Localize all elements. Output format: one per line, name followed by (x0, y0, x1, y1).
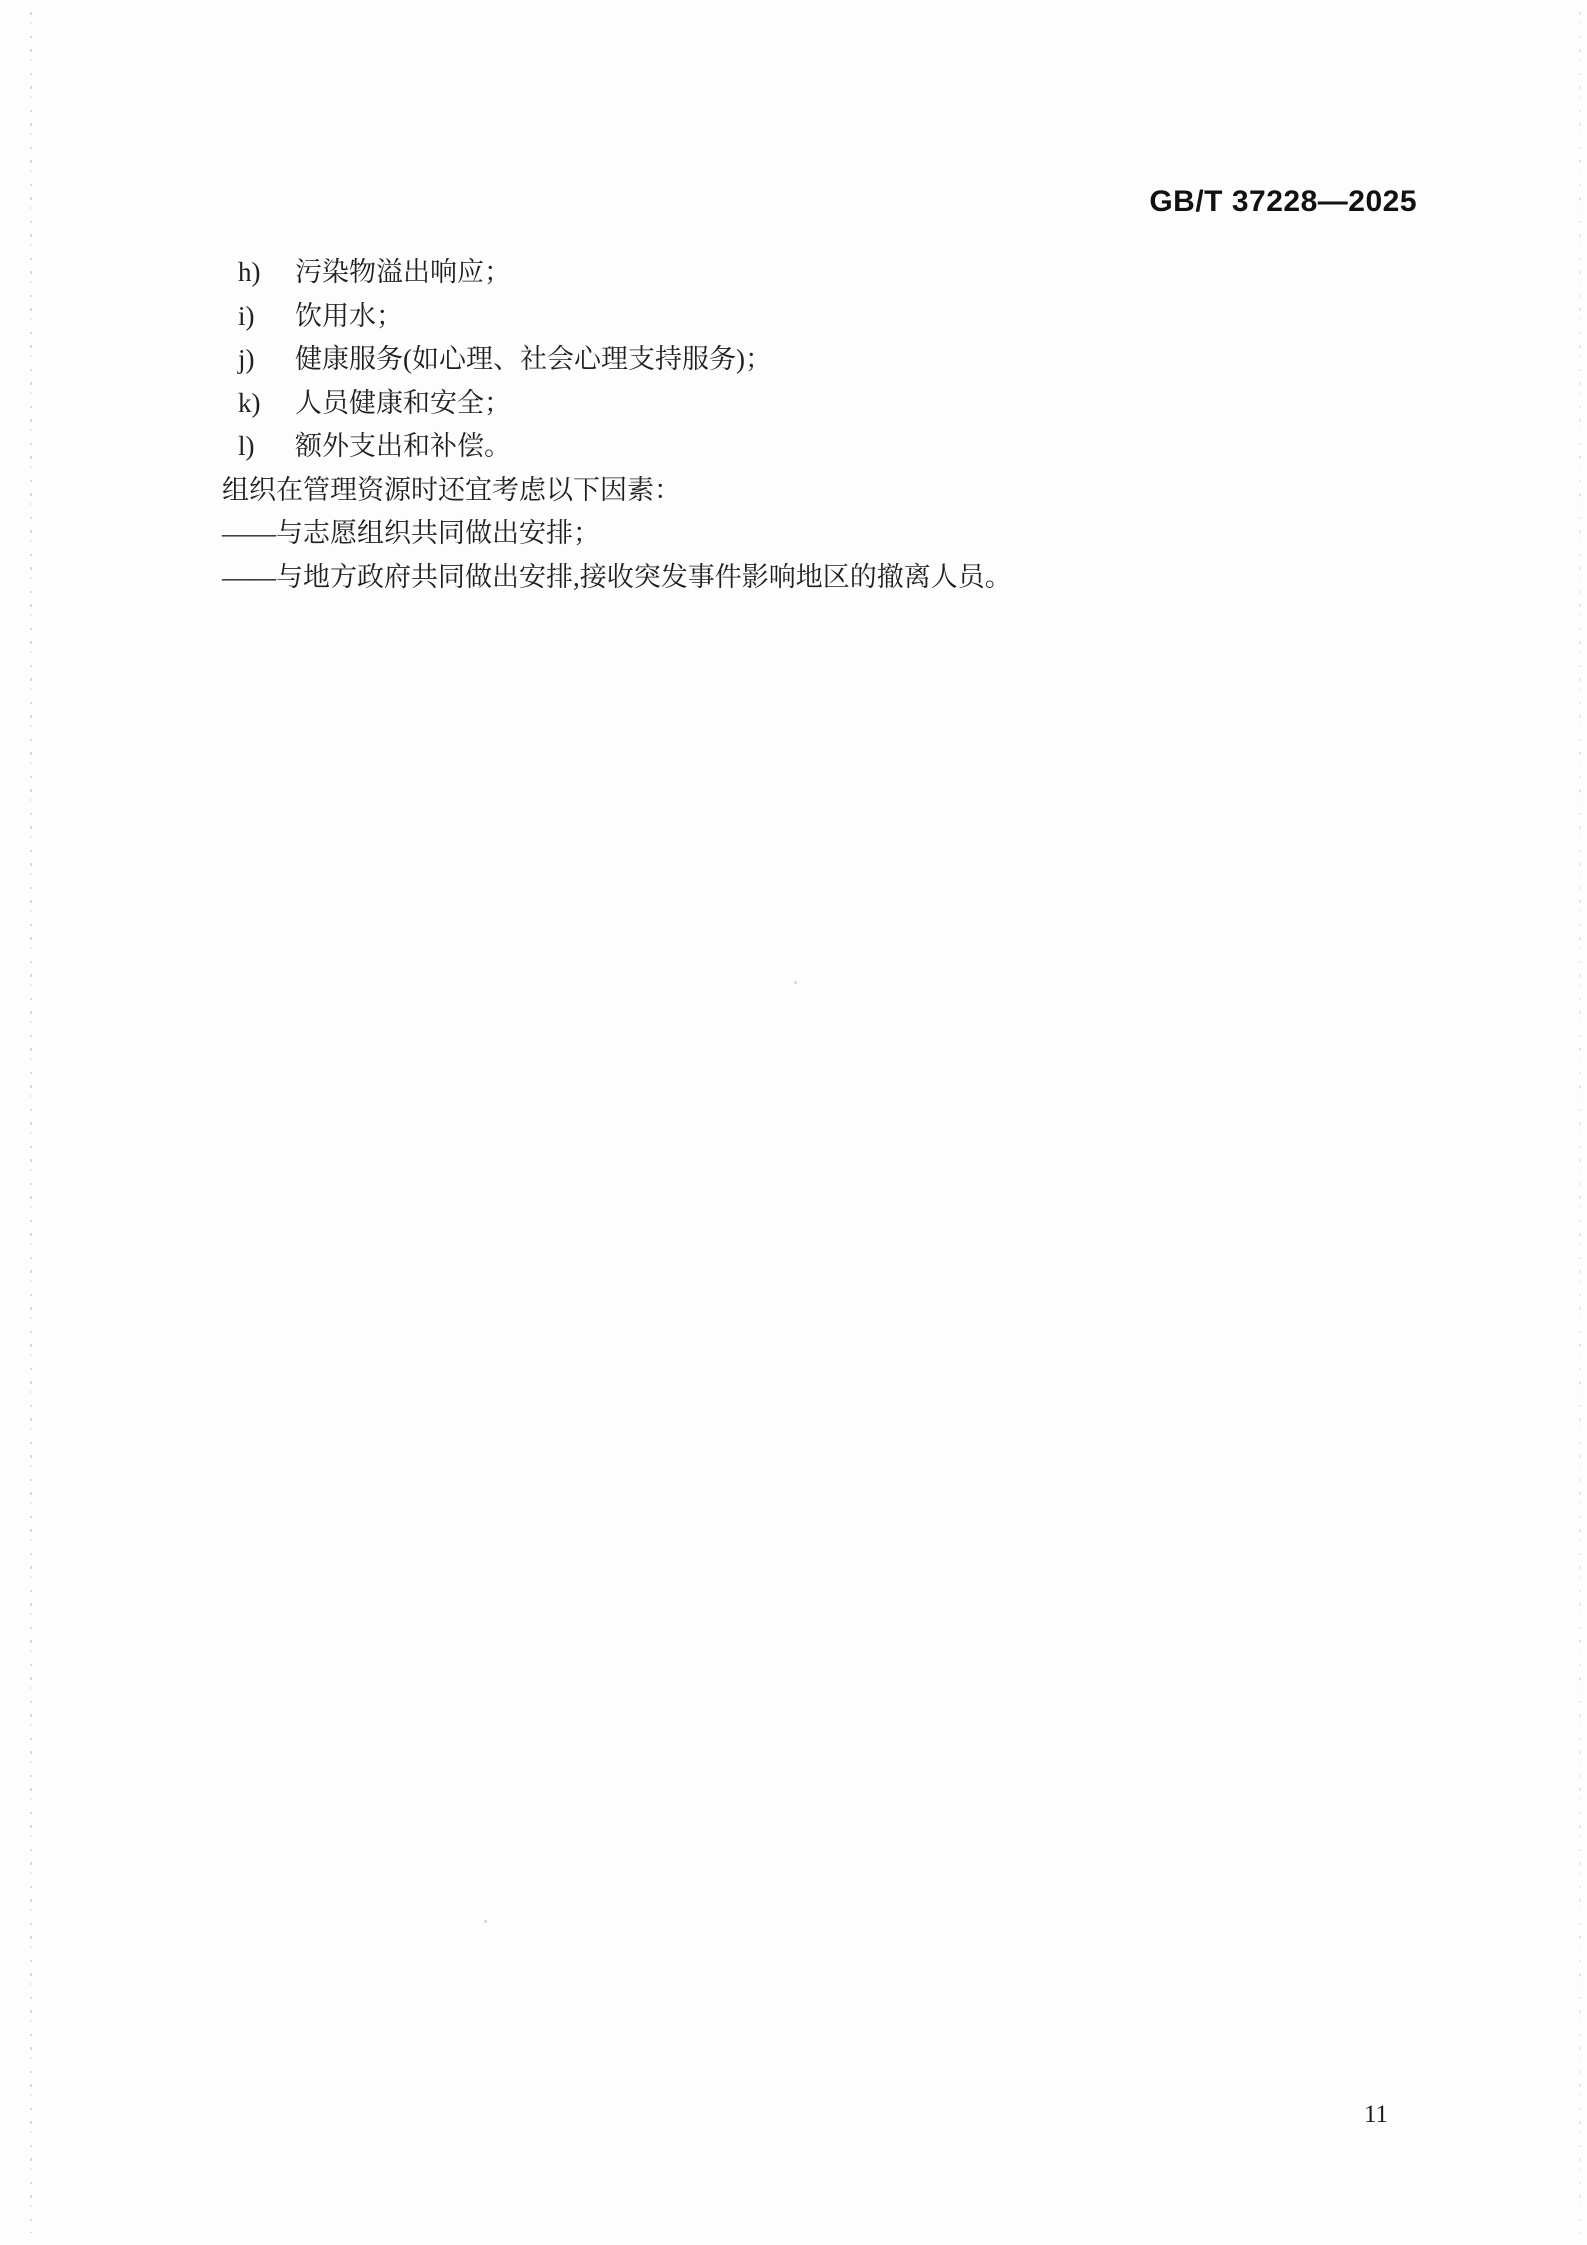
list-item-label: l) (238, 431, 255, 461)
list-item-text: 额外支出和补偿。 (295, 431, 511, 461)
dash-list-item: ——与地方政府共同做出安排,接收突发事件影响地区的撤离人员。 (222, 561, 1012, 592)
list-item-text: 污染物溢出响应； (295, 257, 511, 287)
list-item-text: 健康服务(如心理、社会心理支持服务)； (295, 344, 772, 374)
list-item (222, 338, 1012, 382)
list-item-text: 饮用水； (295, 300, 403, 331)
list-item-text: 人员健康和安全； (295, 387, 511, 418)
dash-list-item: ——与志愿组织共同做出安排； (222, 518, 600, 548)
standard-number-header: GB/T 37228—2025 (1149, 185, 1417, 218)
list-item (222, 382, 1012, 426)
paragraph-intro: 组织在管理资源时还宜考虑以下因素： (222, 474, 681, 505)
list-item-label: j) (238, 344, 255, 374)
list-item (222, 295, 1012, 339)
list-item-label: h) (238, 257, 261, 287)
list-item (222, 251, 1012, 295)
document-body (222, 251, 1012, 599)
scan-speck (484, 1920, 487, 1923)
list-item (222, 425, 1012, 469)
scan-artifact-left-edge (30, 12, 32, 2233)
scan-artifact-right-edge (1579, 12, 1581, 2233)
list-item-label: k) (238, 387, 261, 418)
scan-speck (794, 981, 797, 984)
list-item-label: i) (238, 300, 255, 331)
page-number: 11 (1363, 2101, 1389, 2128)
